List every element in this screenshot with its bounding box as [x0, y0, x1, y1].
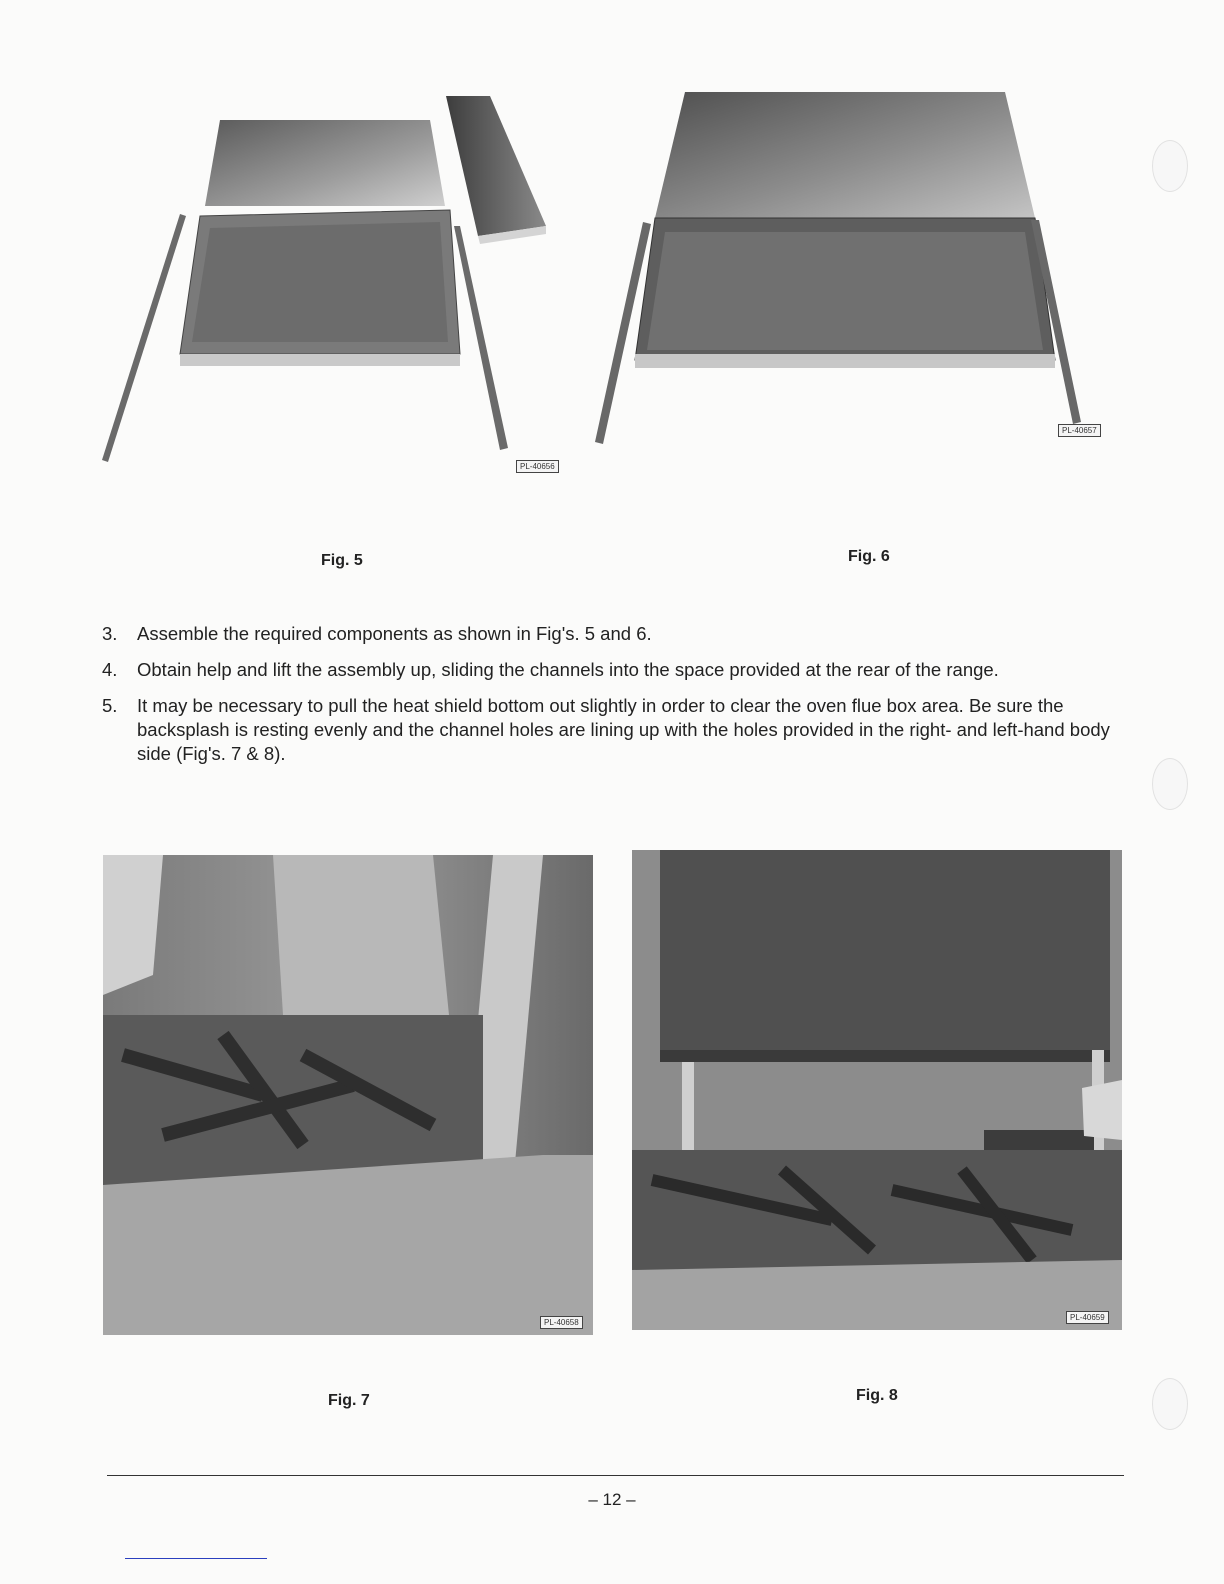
figure-6	[595, 92, 1110, 444]
step-4	[100, 658, 1120, 682]
step-3	[100, 622, 1120, 646]
fig7-photo-scene	[103, 855, 593, 1335]
step-3-text: Assemble the required components as shown in Fig's. 5 and 6.	[137, 623, 652, 644]
fig6-tray-lip	[635, 354, 1055, 368]
fig8-heat-shield	[660, 850, 1110, 1050]
footer-rule	[107, 1475, 1124, 1476]
fig7-caption: Fig. 7	[328, 1392, 370, 1409]
step-4-number: 4.	[102, 659, 118, 680]
fig8-plate-number: PL-40659	[1066, 1311, 1109, 1324]
figure-8-photo	[632, 850, 1122, 1330]
step-5	[100, 694, 1120, 766]
fig8-hand	[1082, 1080, 1122, 1140]
fig6-plate-number: PL-40657	[1058, 424, 1101, 437]
step-5-text: It may be necessary to pull the heat shield bottom out slightly in order to clear the oven flue box area. Be sure the backsplash is resting evenly and the channel holes are lining up with the holes provided in the right- and left-hand body side (Fig's. 7 & 8).	[137, 695, 1110, 764]
step-5-number: 5.	[102, 695, 118, 716]
step-3-number: 3.	[102, 623, 118, 644]
fig5-plate-number: PL-40656	[516, 460, 559, 473]
figure-5	[100, 92, 580, 484]
fig8-grates	[632, 1150, 1122, 1270]
figure-7-photo	[103, 855, 593, 1335]
punch-hole-top	[1152, 140, 1188, 192]
bottom-edge-line	[125, 1558, 267, 1559]
fig5-backsplash-strip	[446, 96, 546, 236]
punch-hole-bottom	[1152, 1378, 1188, 1430]
fig7-plate-number: PL-40658	[540, 1316, 583, 1329]
step-4-text: Obtain help and lift the assembly up, sliding the channels into the space provided at the rear of the range.	[137, 659, 999, 680]
fig5-right-channel	[454, 226, 508, 450]
fig5-left-channel	[102, 214, 186, 462]
fig5-top-panel	[205, 120, 445, 206]
fig8-photo-scene	[632, 850, 1122, 1330]
fig6-caption: Fig. 6	[848, 548, 890, 565]
fig6-top-panel	[655, 92, 1035, 218]
fig8-caption: Fig. 8	[856, 1387, 898, 1404]
fig8-range-body	[632, 1260, 1122, 1330]
page-number: – 12 –	[588, 1490, 636, 1509]
fig5-caption: Fig. 5	[321, 552, 363, 569]
fig5-illustration	[100, 92, 580, 484]
fig5-tray-lip	[180, 354, 460, 366]
fig7-range-body	[103, 1155, 593, 1335]
fig5-tray-inner	[192, 222, 448, 342]
punch-hole-middle	[1152, 758, 1188, 810]
instruction-steps	[100, 622, 1120, 778]
fig6-illustration	[595, 92, 1110, 444]
